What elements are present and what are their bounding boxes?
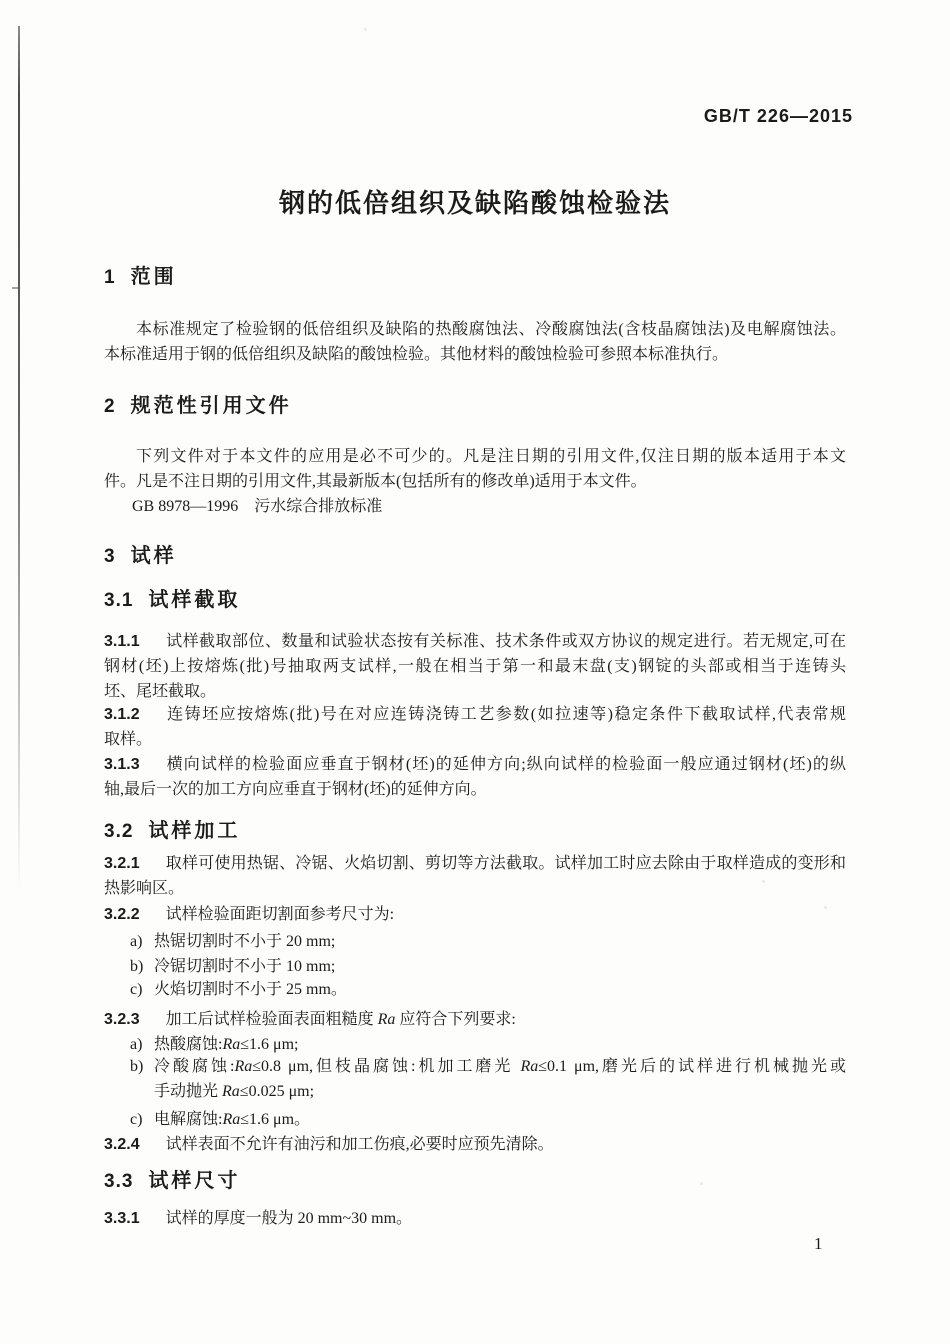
text-line: 试样的厚度一般为 20 mm~30 mm。 [165, 1210, 413, 1227]
clause-number: 3.3.1 [104, 1210, 140, 1227]
clause-3-1-3 [104, 752, 846, 802]
text-line: 件。凡是不注日期的引用文件,其最新版本(包括所有的修改单)适用于本文件。 [104, 473, 647, 490]
list-marker: c) [130, 1111, 143, 1128]
text-line: 试样表面不允许有油污和加工伤痕,必要时应预先清除。 [165, 1136, 554, 1153]
clause-number: 3.2.1 [104, 855, 140, 872]
references-paragraph [104, 444, 846, 494]
clause-3-2-3 [104, 1007, 846, 1032]
doc-title: 钢的低倍组织及缺陷酸蚀检验法 [278, 188, 671, 218]
clause-number: 3.2.2 [104, 906, 140, 923]
scan-speck [364, 28, 367, 31]
list-marker: b) [130, 1058, 144, 1075]
text-line: 取样。 [104, 731, 153, 748]
clause-3-1-2 [104, 702, 846, 752]
text-line: 电解腐蚀:Ra≤1.6 μm。 [154, 1111, 311, 1128]
text-line: 加工后试样检验面表面粗糙度 Ra 应符合下列要求: [165, 1011, 516, 1028]
list-marker: a) [130, 1036, 143, 1053]
text-line: 热酸腐蚀:Ra≤1.6 μm; [154, 1036, 299, 1053]
text-line: 坯、尾坯截取。 [104, 683, 217, 700]
subsection-heading-machining [104, 819, 846, 844]
section-heading-scope [104, 265, 846, 290]
clause-number: 3.2.4 [104, 1136, 140, 1153]
doc-number: GB/T 226—2015 [703, 106, 853, 126]
page-number: 1 [814, 1234, 823, 1253]
subsection-heading-dimensions [104, 1169, 846, 1194]
section-number: 3.3 [104, 1171, 134, 1192]
text-line: 试样截取部位、数量和试验状态按有关标准、技术条件或双方协议的规定进行。若无规定,可在 [165, 633, 846, 650]
list-marker: b) [130, 958, 144, 975]
text-line: 钢材(坯)上按熔炼(批)号抽取两支试样,一般在相当于第一和最末盘(支)钢锭的头部或相当于连铸头 [104, 658, 846, 675]
clause-number: 3.2.3 [104, 1011, 140, 1028]
text-line: 试样检验面距切割面参考尺寸为: [165, 906, 395, 923]
text-line: 下列文件对于本文件的应用是必不可少的。凡是注日期的引用文件,仅注日期的版本适用于本文 [136, 448, 846, 465]
list-marker: c) [130, 981, 143, 998]
section-label: 试样截取 [148, 589, 241, 611]
text-line: 取样可使用热锯、冷锯、火焰切割、剪切等方法截取。试样加工时应去除由于取样造成的变形和 [165, 855, 846, 872]
text-line: 热锯切割时不小于 20 mm; [154, 933, 336, 950]
section-number: 3 [104, 546, 116, 567]
text-line: 横向试样的检验面应垂直于钢材(坯)的延伸方向;纵向试样的检验面一般应通过钢材(坯)的纵 [165, 756, 846, 773]
list-item-b [104, 954, 846, 979]
clause-3-1-1 [104, 629, 846, 704]
text-line: 连铸坯应按熔炼(批)号在对应连铸浇铸工艺参数(如拉速等)稳定条件下截取试样,代表常规 [165, 706, 846, 723]
section-number: 3.1 [104, 590, 134, 611]
list-marker: a) [130, 933, 143, 950]
text-line: 手动抛光 Ra≤0.025 μm; [154, 1083, 315, 1100]
clause-number: 3.1.3 [104, 756, 140, 773]
clause-3-2-1 [104, 851, 846, 901]
text-line: 热影响区。 [104, 880, 185, 897]
list-item-b [104, 1054, 846, 1104]
clause-number: 3.1.1 [104, 633, 140, 650]
section-heading-normative-references [104, 394, 846, 419]
text-line: 本标准适用于钢的低倍组织及缺陷的酸蚀检验。其他材料的酸蚀检验可参照本标准执行。 [104, 346, 729, 363]
clause-3-2-4 [104, 1132, 846, 1157]
clause-3-2-2 [104, 902, 846, 927]
text-line: 冷锯切割时不小于 10 mm; [154, 958, 336, 975]
section-number: 1 [104, 267, 116, 288]
section-label: 试样尺寸 [148, 1170, 241, 1192]
section-heading-specimen [104, 544, 846, 569]
scan-artifact-dash [12, 287, 20, 289]
section-label: 范围 [130, 266, 177, 288]
scope-paragraph [104, 317, 846, 367]
reference-entry [104, 494, 846, 519]
section-number: 3.2 [104, 821, 134, 842]
clause-3-3-1 [104, 1206, 846, 1231]
list-item-c [104, 977, 846, 1002]
subsection-heading-sampling [104, 588, 846, 613]
scan-artifact-edge-line [18, 26, 20, 892]
section-label: 试样 [130, 545, 177, 567]
section-label: 规范性引用文件 [130, 395, 292, 417]
text-line: 冷酸腐蚀:Ra≤0.8 μm,但枝晶腐蚀:机加工磨光 Ra≤0.1 μm,磨光后的试样进行机械抛光或 [154, 1058, 846, 1075]
text-line: 火焰切割时不小于 25 mm。 [154, 981, 347, 998]
text-line: 本标准规定了检验钢的低倍组织及缺陷的热酸腐蚀法、冷酸腐蚀法(含枝晶腐蚀法)及电解腐蚀法。 [136, 321, 846, 338]
list-item-a [104, 929, 846, 954]
list-item-c [104, 1107, 846, 1132]
section-number: 2 [104, 396, 116, 417]
text-line: GB 8978—1996 污水综合排放标准 [132, 498, 383, 515]
clause-number: 3.1.2 [104, 706, 140, 723]
section-label: 试样加工 [148, 820, 241, 842]
text-line: 轴,最后一次的加工方向应垂直于钢材(坯)的延伸方向。 [104, 781, 487, 798]
